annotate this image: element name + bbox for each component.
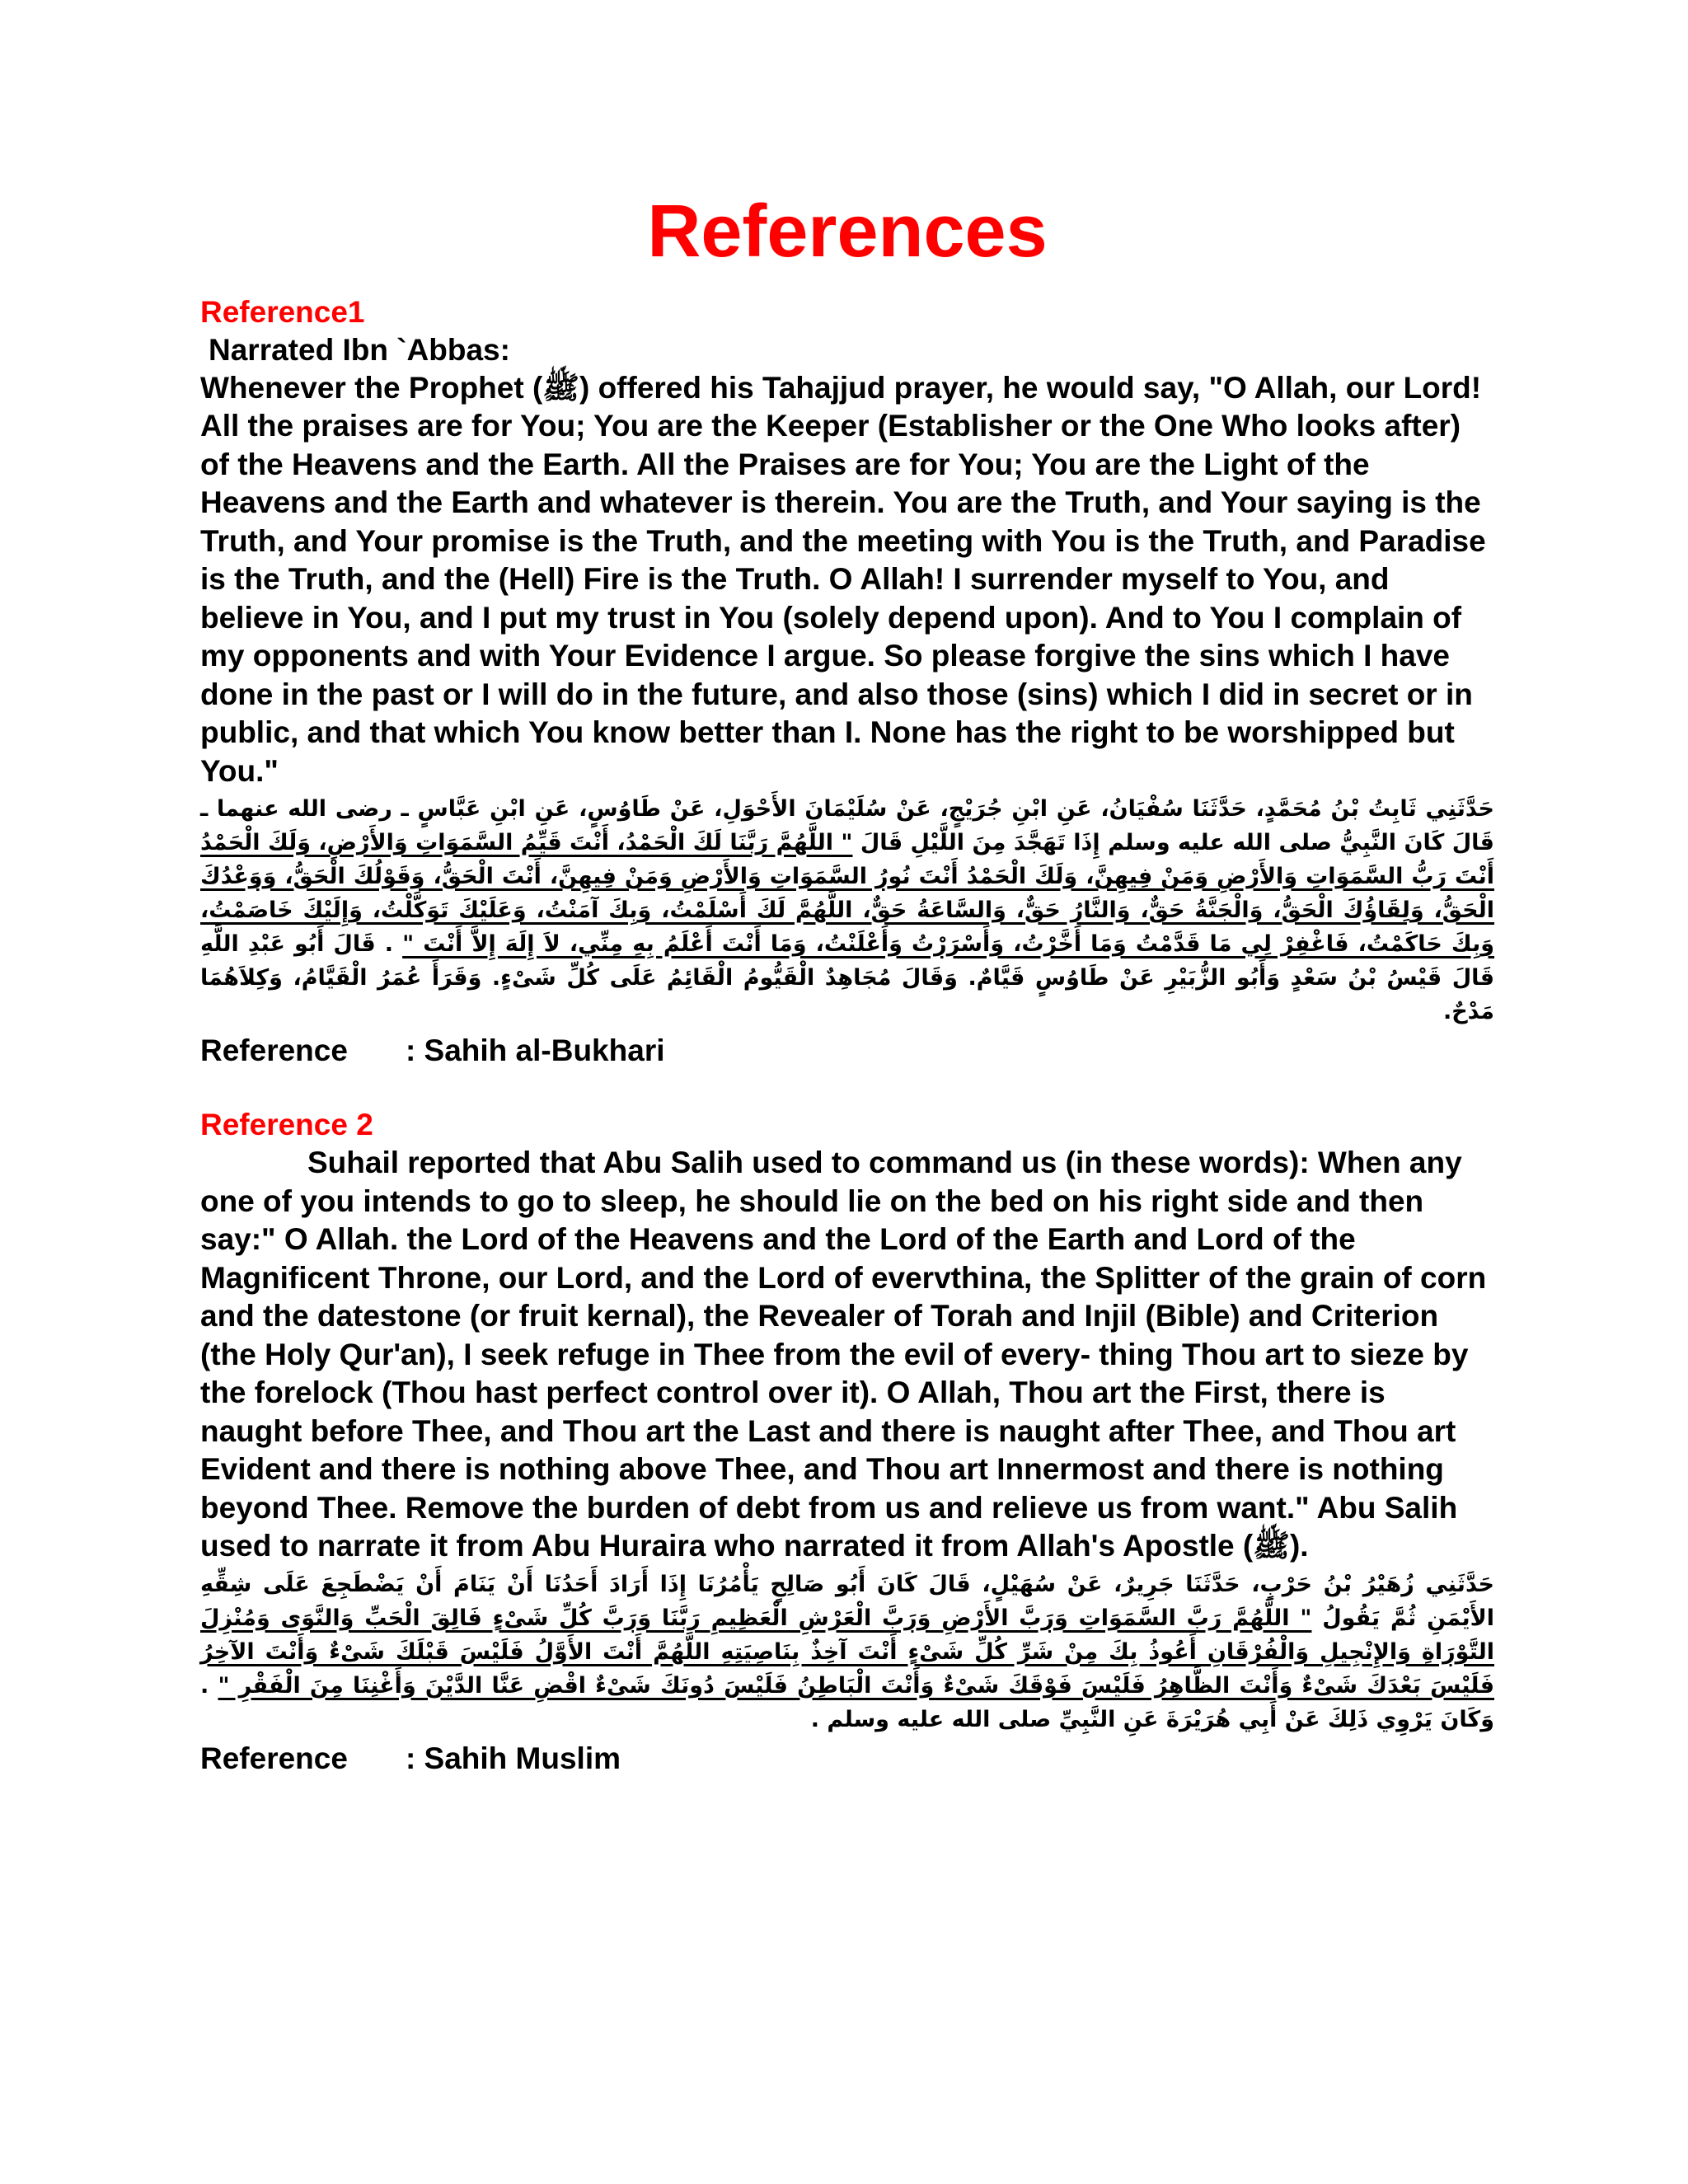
reference-2: [200, 1106, 1494, 1778]
reference-1-source: [200, 1032, 1494, 1070]
reference-2-arabic-outro: . وَكَانَ يَرْوِي ذَلِكَ عَنْ أَبِي هُرَيْرَةَ عَنِ النَّبِيِّ صلى الله عليه وسلم .: [200, 1672, 1494, 1732]
reference-1-source-value: : Sahih al-Bukhari: [405, 1033, 665, 1067]
reference-1-heading: Reference1: [200, 294, 365, 329]
reference-1-arabic-intro: حَدَّثَنِي ثَابِتُ بْنُ مُحَمَّدٍ، حَدَّثَنَا سُفْيَانُ، عَنِ ابْنِ جُرَيْجٍ، عَنْ سُلَيْمَانَ الأَحْوَلِ، عَنْ طَاوُسٍ، عَنِ ابْنِ عَبَّاسٍ ـ رضى الله عنهما ـ قَالَ كَانَ النَّبِيُّ صلى الله عليه وسلم إِذَا تَهَجَّدَ مِنَ اللَّيْلِ قَالَ: [200, 796, 1494, 855]
reference-1-arabic-outro: . قَالَ أَبُو عَبْدِ اللَّهِ قَالَ قَيْسُ بْنُ سَعْدٍ وَأَبُو الزُّبَيْرِ عَنْ طَاوُسٍ قَيَّامٌ‏.‏ وَقَالَ مُجَاهِدٌ الْقَيُّومُ الْقَائِمُ عَلَى كُلِّ شَىْءٍ‏.‏ وَقَرَأَ عُمَرُ الْقَيَّامُ، وَكِلاَهُمَا مَدْحٌ‏.: [200, 931, 1494, 1024]
document-page: [200, 190, 1494, 1778]
reference-2-source-value: : Sahih Muslim: [405, 1741, 621, 1775]
reference-2-english-text: Suhail reported that Abu Salih used to command us (in these words): When any one of you intends to go to sleep, he should lie on the bed on his right side and then say:" O Allah. the Lord of the Heavens and the Lord of the Earth and Lord of the Magnificent Throne, our Lord, and the Lord of evervthina, the Splitter of the grain of corn and the datestone (or fruit kernal), the Revealer of Torah and Injil (Bible) and Criterion (the Holy Qur'an), I seek refuge in Thee from the evil of every- thing Thou art to sieze by the forelock (Thou hast perfect control over it). O Allah, Thou art the First, there is naught before Thee, and Thou art the Last and there is naught after Thee, and Thou art Evident and there is nothing above Thee, and Thou art Innermost and there is nothing beyond Thee. Remove the burden of debt from us and relieve us from want." Abu Salih used to narrate it from Abu Huraira who narrated it from Allah's Apostle (ﷺ).: [200, 1146, 1487, 1563]
reference-1: [200, 293, 1494, 1071]
section-spacer: [200, 1070, 1494, 1106]
reference-2-heading: Reference 2: [200, 1108, 373, 1141]
reference-2-source-label: Reference: [200, 1741, 348, 1775]
page-title: References: [647, 190, 1048, 273]
reference-1-arabic-dua: " اللَّهُمَّ رَبَّنَا لَكَ الْحَمْدُ، أَنْتَ قَيِّمُ السَّمَوَاتِ وَالأَرْضِ، وَلَكَ الْحَمْدُ أَنْتَ رَبُّ السَّمَوَاتِ وَالأَرْضِ وَمَنْ فِيهِنَّ، وَلَكَ الْحَمْدُ أَنْتَ نُورُ السَّمَوَاتِ وَالأَرْضِ وَمَنْ فِيهِنَّ، أَنْتَ الْحَقُّ، وَقَوْلُكَ الْحَقُّ، وَوَعْدُكَ الْحَقُّ، وَلِقَاؤُكَ الْحَقُّ، وَالْجَنَّةُ حَقٌّ، وَالنَّارُ حَقٌّ، وَالسَّاعَةُ حَقٌّ، اللَّهُمَّ لَكَ أَسْلَمْتُ، وَبِكَ آمَنْتُ، وَعَلَيْكَ تَوَكَّلْتُ، وَإِلَيْكَ خَاصَمْتُ، وَبِكَ حَاكَمْتُ، فَاغْفِرْ لِي مَا قَدَّمْتُ وَمَا أَخَّرْتُ، وَأَسْرَرْتُ وَأَعْلَنْتُ، وَمَا أَنْتَ أَعْلَمُ بِهِ مِنِّي، لاَ إِلَهَ إِلاَّ أَنْتَ ": [200, 830, 1494, 957]
reference-2-arabic-dua: " اللَّهُمَّ رَبَّ السَّمَوَاتِ وَرَبَّ الأَرْضِ وَرَبَّ الْعَرْشِ الْعَظِيمِ رَبَّنَا وَرَبَّ كُلِّ شَىْءٍ فَالِقَ الْحَبِّ وَالنَّوَى وَمُنْزِلَ التَّوْرَاةِ وَالإِنْجِيلِ وَالْفُرْقَانِ أَعُوذُ بِكَ مِنْ شَرِّ كُلِّ شَىْءٍ أَنْتَ آخِذٌ بِنَاصِيَتِهِ اللَّهُمَّ أَنْتَ الأَوَّلُ فَلَيْسَ قَبْلَكَ شَىْءٌ وَأَنْتَ الآخِرُ فَلَيْسَ بَعْدَكَ شَىْءٌ وَأَنْتَ الظَّاهِرُ فَلَيْسَ فَوْقَكَ شَىْءٌ وَأَنْتَ الْبَاطِنُ فَلَيْسَ دُونَكَ شَىْءٌ اقْضِ عَنَّا الدَّيْنَ وَأَغْنِنَا مِنَ الْفَقْرِ ": [200, 1605, 1494, 1699]
reference-1-arabic-text: [200, 792, 1494, 1029]
reference-2-arabic-text: [200, 1568, 1494, 1736]
reference-1-english-text: Whenever the Prophet (ﷺ) offered his Tahajjud prayer, he would say, "O Allah, our Lord! All the praises are for You; You are the Keeper (Establisher or the One Who looks after) of the Heavens and the Earth. All the Praises are for You; You are the Light of the Heavens and the Earth and whatever is therein. You are the Truth, and Your saying is the Truth, and Your promise is the Truth, and the meeting with You is the Truth, and Paradise is the Truth, and the (Hell) Fire is the Truth. O Allah! I surrender myself to You, and believe in You, and I put my trust in You (solely depend upon). And to You I complain of my opponents and with Your Evidence I argue. So please forgive the sins which I have done in the past or I will do in the future, and also those (sins) which I did in secret or in public, and that which You know better than I. None has the right to be worshipped but You.": [200, 370, 1486, 788]
reference-2-arabic-intro: حَدَّثَنِي زُهَيْرُ بْنُ حَرْبٍ، حَدَّثَنَا جَرِيرٌ، عَنْ سُهَيْلٍ، قَالَ كَانَ أَبُو صَالِحٍ يَأْمُرُنَا إِذَا أَرَادَ أَحَدُنَا أَنْ يَنَامَ أَنْ يَضْطَجِعَ عَلَى شِقِّهِ الأَيْمَنِ ثُمَّ يَقُولُ: [200, 1571, 1494, 1631]
reference-2-source: [200, 1740, 1494, 1778]
reference-1-source-label: Reference: [200, 1033, 348, 1067]
reference-1-narrator: Narrated Ibn `Abbas:: [209, 332, 510, 367]
